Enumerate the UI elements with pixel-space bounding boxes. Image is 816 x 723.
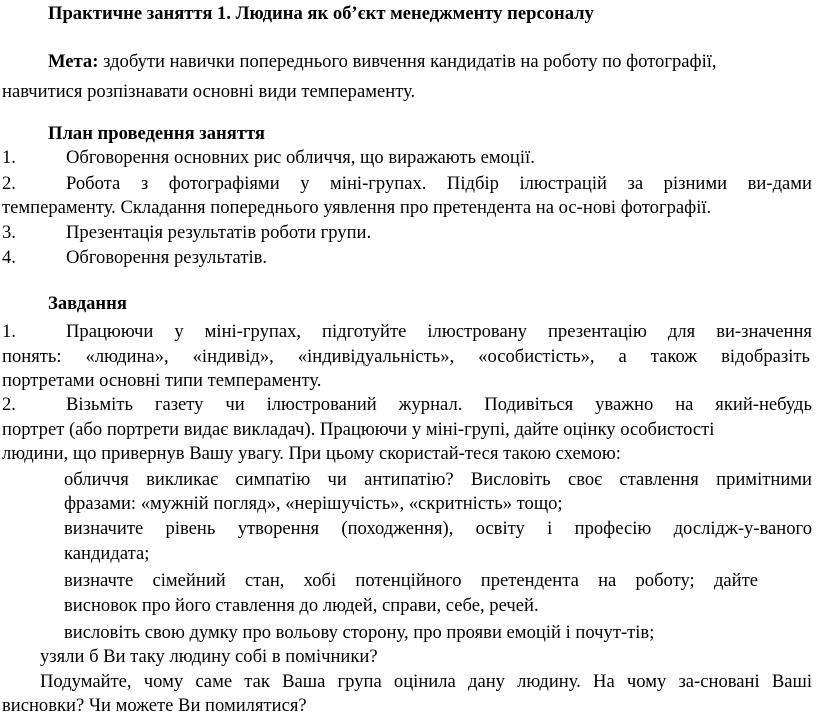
plan-item-3: [2, 221, 372, 245]
plan-item-4: [2, 246, 268, 270]
plan-item-3-num: 3.: [2, 222, 16, 243]
task-2-text-3: людини, що привернув Вашу увагу. При цьому скористай-теся такою схемою:: [2, 443, 621, 464]
task-2-question: узяли б Ви таку людину собі в помічники?: [40, 646, 378, 667]
scheme-item-1-text-2: фразами: «мужній погляд», «нерішучість», «скритність» тощо;: [64, 493, 563, 514]
plan-item-2: [2, 172, 812, 196]
goal-label: Мета:: [48, 51, 99, 72]
plan-item-4-text: Обговорення результатів.: [66, 247, 268, 268]
scheme-item-1-text-1: обличчя викликає симпатію чи антипатію? Висловіть своє ставлення примітними: [64, 469, 812, 490]
task-1: [2, 320, 812, 344]
tasks-heading: Завдання: [48, 293, 127, 314]
goal-text-1: здобути навички попереднього вивчення кандидатів на роботу по фотографії,: [98, 51, 717, 72]
scheme-item-3-text-1: визначте сімейний стан, хобі потенційного претендента на роботу; дайте: [64, 570, 758, 591]
task-2-text-2: портрет (або портрети видає викладач). Працюючи у міні-групі, дайте оцінку особистості: [2, 419, 715, 440]
page-title: Практичне заняття 1. Людина як об’єкт менеджменту персоналу: [48, 3, 594, 24]
scheme-item-2-text-1: визначите рівень утворення (походження), освіту і професію дослідж-у-ваного: [64, 518, 812, 539]
task-2-num: 2.: [2, 394, 16, 415]
plan-item-1: [2, 146, 535, 170]
plan-item-1-num: 1.: [2, 147, 16, 168]
goal-line-2: навчитися розпізнавати основні види темпераменту.: [2, 81, 416, 102]
closing-line-1: Подумайте, чому саме так Ваша група оцінила дану людину. На чому за-сновані Ваші: [40, 671, 812, 692]
task-2-text-1: Візьміть газету чи ілюстрований журнал. Подивіться уважно на який-небудь: [66, 394, 812, 415]
plan-heading: План проведення заняття: [48, 123, 265, 144]
plan-item-2-num: 2.: [2, 173, 16, 194]
scheme-item-4-text-1: висловіть свою думку про вольову сторону, про прояви емоцій і почут-тів;: [64, 622, 655, 643]
scheme-item-3-text-2: висновок про його ставлення до людей, справи, себе, речей.: [64, 595, 539, 616]
task-1-num: 1.: [2, 321, 16, 342]
goal-line-1: [48, 50, 717, 74]
plan-item-1-text: Обговорення основних рис обличчя, що виражають емоції.: [66, 147, 535, 168]
plan-item-3-text: Презентація результатів роботи групи.: [66, 222, 372, 243]
task-1-text-1: Працюючи у міні-групах, підготуйте ілюстровану презентацію для ви-значення: [66, 321, 812, 342]
task-2: [2, 393, 812, 417]
plan-item-2-text-2: темпераменту. Складання попереднього уявлення про претендента на ос-нові фотографії.: [2, 197, 712, 218]
task-1-text-3: портретами основні типи темпераменту.: [2, 370, 322, 391]
scheme-item-2-text-2: кандидата;: [64, 543, 150, 564]
plan-item-2-text-1: Робота з фотографіями у міні-групах. Підбір ілюстрацій за різними ви-дами: [66, 173, 812, 194]
closing-line-2: висновки? Чи можете Ви помилятися?: [2, 695, 307, 716]
task-1-text-2: понять: «людина», «індивід», «індивідуальність», «особистість», а також відобразіть: [2, 346, 810, 367]
plan-item-4-num: 4.: [2, 247, 16, 268]
